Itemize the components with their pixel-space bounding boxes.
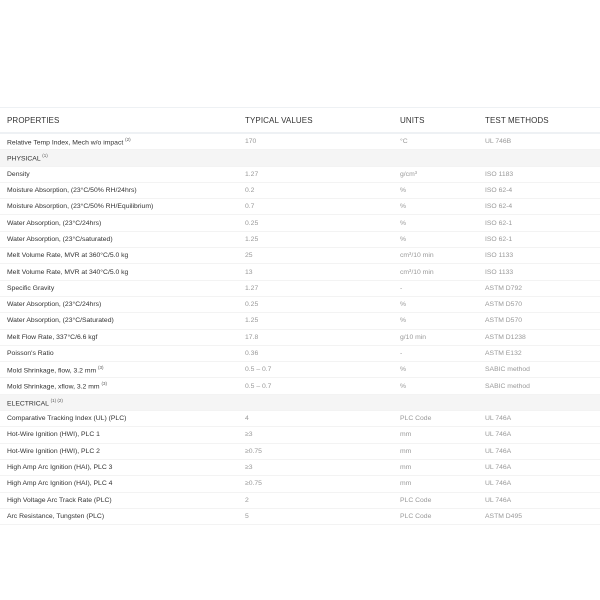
value-cell: 0.5 – 0.7 xyxy=(238,362,393,378)
property-cell xyxy=(0,508,238,524)
unit-cell: - xyxy=(393,345,478,361)
table-row xyxy=(0,215,600,231)
property-name: Relative Temp Index, Mech w/o impact xyxy=(7,139,124,147)
unit-cell: mm xyxy=(393,443,478,459)
value-cell: ≥3 xyxy=(238,427,393,443)
section-label: ELECTRICAL xyxy=(7,400,49,408)
table-row xyxy=(0,459,600,475)
method-cell: SABIC method xyxy=(478,362,600,378)
property-name: Mold Shrinkage, xflow, 3.2 mm xyxy=(7,383,100,391)
property-name: Water Absorption, (23°C/24hrs) xyxy=(7,301,102,309)
value-cell: ≥3 xyxy=(238,459,393,475)
unit-cell: g/10 min xyxy=(393,329,478,345)
table-row xyxy=(0,248,600,264)
property-cell xyxy=(0,280,238,296)
properties-table xyxy=(0,107,600,525)
property-cell xyxy=(0,411,238,427)
property-cell xyxy=(0,182,238,198)
section-title xyxy=(0,394,600,410)
footnote: (1) (2) xyxy=(50,397,63,403)
property-cell xyxy=(0,231,238,247)
method-cell: UL 746A xyxy=(478,476,600,492)
method-cell: ASTM D570 xyxy=(478,296,600,312)
table-row xyxy=(0,182,600,198)
property-name: High Amp Arc Ignition (HAI), PLC 4 xyxy=(7,480,113,488)
unit-cell: mm xyxy=(393,476,478,492)
method-cell: UL 746A xyxy=(478,443,600,459)
property-name: Mold Shrinkage, flow, 3.2 mm xyxy=(7,367,97,375)
table-row xyxy=(0,133,600,150)
table-row xyxy=(0,296,600,312)
table-header xyxy=(0,108,600,134)
method-cell: ASTM D1238 xyxy=(478,329,600,345)
method-cell: ISO 1183 xyxy=(478,166,600,182)
unit-cell: % xyxy=(393,231,478,247)
unit-cell: % xyxy=(393,182,478,198)
property-name: Water Absorption, (23°C/saturated) xyxy=(7,235,113,243)
table-row xyxy=(0,362,600,378)
property-cell xyxy=(0,215,238,231)
value-cell: 1.25 xyxy=(238,231,393,247)
unit-cell: mm xyxy=(393,427,478,443)
property-cell xyxy=(0,492,238,508)
table-row xyxy=(0,476,600,492)
value-cell: 1.27 xyxy=(238,166,393,182)
method-cell: UL 746A xyxy=(478,492,600,508)
unit-cell: % xyxy=(393,362,478,378)
value-cell: 0.5 – 0.7 xyxy=(238,378,393,394)
value-cell: 2 xyxy=(238,492,393,508)
method-cell: ISO 62-1 xyxy=(478,215,600,231)
method-cell: ASTM D570 xyxy=(478,313,600,329)
property-name: Density xyxy=(7,170,30,178)
footnote: (3) xyxy=(98,365,104,371)
method-cell: UL 746A xyxy=(478,427,600,443)
header-typical-values: TYPICAL VALUES xyxy=(238,108,393,134)
unit-cell: cm³/10 min xyxy=(393,264,478,280)
property-name: Melt Flow Rate, 337°C/6.6 kgf xyxy=(7,333,98,341)
table-row xyxy=(0,231,600,247)
value-cell: 1.25 xyxy=(238,313,393,329)
footnote: (2) xyxy=(125,137,131,143)
property-name: Water Absorption, (23°C/24hrs) xyxy=(7,219,102,227)
section-row xyxy=(0,394,600,410)
method-cell: ASTM E132 xyxy=(478,345,600,361)
value-cell: 4 xyxy=(238,411,393,427)
property-cell xyxy=(0,313,238,329)
table-row xyxy=(0,345,600,361)
method-cell: SABIC method xyxy=(478,378,600,394)
footnote: (1) xyxy=(42,153,48,159)
property-name: Melt Volume Rate, MVR at 340°C/5.0 kg xyxy=(7,268,129,276)
header-test-methods: TEST METHODS xyxy=(478,108,600,134)
table-row xyxy=(0,329,600,345)
property-name: Specific Gravity xyxy=(7,284,55,292)
footnote: (3) xyxy=(101,381,107,387)
section-title xyxy=(0,150,600,166)
unit-cell: PLC Code xyxy=(393,492,478,508)
property-cell xyxy=(0,264,238,280)
table-row xyxy=(0,443,600,459)
table-row xyxy=(0,411,600,427)
method-cell: ISO 1133 xyxy=(478,248,600,264)
property-cell xyxy=(0,362,238,378)
property-name: Arc Resistance, Tungsten (PLC) xyxy=(7,512,105,520)
property-name: Hot-Wire Ignition (HWI), PLC 2 xyxy=(7,447,100,455)
value-cell: 0.25 xyxy=(238,215,393,231)
section-row xyxy=(0,150,600,166)
table-row xyxy=(0,508,600,524)
unit-cell: % xyxy=(393,378,478,394)
method-cell: UL 746A xyxy=(478,459,600,475)
unit-cell: g/cm³ xyxy=(393,166,478,182)
property-cell xyxy=(0,476,238,492)
unit-cell: - xyxy=(393,280,478,296)
property-name: Comparative Tracking Index (UL) (PLC) xyxy=(7,415,127,423)
header-units: UNITS xyxy=(393,108,478,134)
property-name: Melt Volume Rate, MVR at 360°C/5.0 kg xyxy=(7,252,129,260)
header-properties: PROPERTIES xyxy=(0,108,238,134)
property-cell xyxy=(0,345,238,361)
value-cell: 170 xyxy=(238,133,393,150)
property-cell xyxy=(0,199,238,215)
property-name: Moisture Absorption, (23°C/50% RH/Equilibrium) xyxy=(7,203,154,211)
method-cell: ISO 1133 xyxy=(478,264,600,280)
table-row xyxy=(0,313,600,329)
method-cell: ISO 62-4 xyxy=(478,182,600,198)
value-cell: 0.7 xyxy=(238,199,393,215)
property-cell xyxy=(0,443,238,459)
method-cell: ISO 62-4 xyxy=(478,199,600,215)
table-row xyxy=(0,280,600,296)
value-cell: 5 xyxy=(238,508,393,524)
value-cell: 0.2 xyxy=(238,182,393,198)
property-name: Moisture Absorption, (23°C/50% RH/24hrs) xyxy=(7,187,137,195)
property-cell xyxy=(0,459,238,475)
value-cell: 25 xyxy=(238,248,393,264)
value-cell: ≥0.75 xyxy=(238,476,393,492)
unit-cell: % xyxy=(393,313,478,329)
property-name: Hot-Wire Ignition (HWI), PLC 1 xyxy=(7,431,100,439)
table-row xyxy=(0,378,600,394)
property-name: High Amp Arc Ignition (HAI), PLC 3 xyxy=(7,464,113,472)
unit-cell: % xyxy=(393,199,478,215)
unit-cell: mm xyxy=(393,459,478,475)
value-cell: 0.25 xyxy=(238,296,393,312)
unit-cell: PLC Code xyxy=(393,411,478,427)
table-row xyxy=(0,199,600,215)
table-row xyxy=(0,264,600,280)
property-name: Water Absorption, (23°C/Saturated) xyxy=(7,317,114,325)
property-name: Poisson's Ratio xyxy=(7,350,54,357)
method-cell: UL 746B xyxy=(478,133,600,150)
table-row xyxy=(0,166,600,182)
property-cell xyxy=(0,133,238,150)
value-cell: 17.8 xyxy=(238,329,393,345)
property-cell xyxy=(0,248,238,264)
unit-cell: PLC Code xyxy=(393,508,478,524)
unit-cell: °C xyxy=(393,133,478,150)
method-cell: ASTM D792 xyxy=(478,280,600,296)
property-cell xyxy=(0,329,238,345)
section-label: PHYSICAL xyxy=(7,155,41,163)
value-cell: 13 xyxy=(238,264,393,280)
property-cell xyxy=(0,378,238,394)
table-row xyxy=(0,492,600,508)
value-cell: 1.27 xyxy=(238,280,393,296)
unit-cell: % xyxy=(393,296,478,312)
value-cell: ≥0.75 xyxy=(238,443,393,459)
property-cell xyxy=(0,296,238,312)
table-row xyxy=(0,427,600,443)
unit-cell: cm³/10 min xyxy=(393,248,478,264)
property-cell xyxy=(0,166,238,182)
method-cell: ISO 62-1 xyxy=(478,231,600,247)
property-cell xyxy=(0,427,238,443)
method-cell: ASTM D495 xyxy=(478,508,600,524)
method-cell: UL 746A xyxy=(478,411,600,427)
unit-cell: % xyxy=(393,215,478,231)
property-name: High Voltage Arc Track Rate (PLC) xyxy=(7,496,112,504)
value-cell: 0.36 xyxy=(238,345,393,361)
